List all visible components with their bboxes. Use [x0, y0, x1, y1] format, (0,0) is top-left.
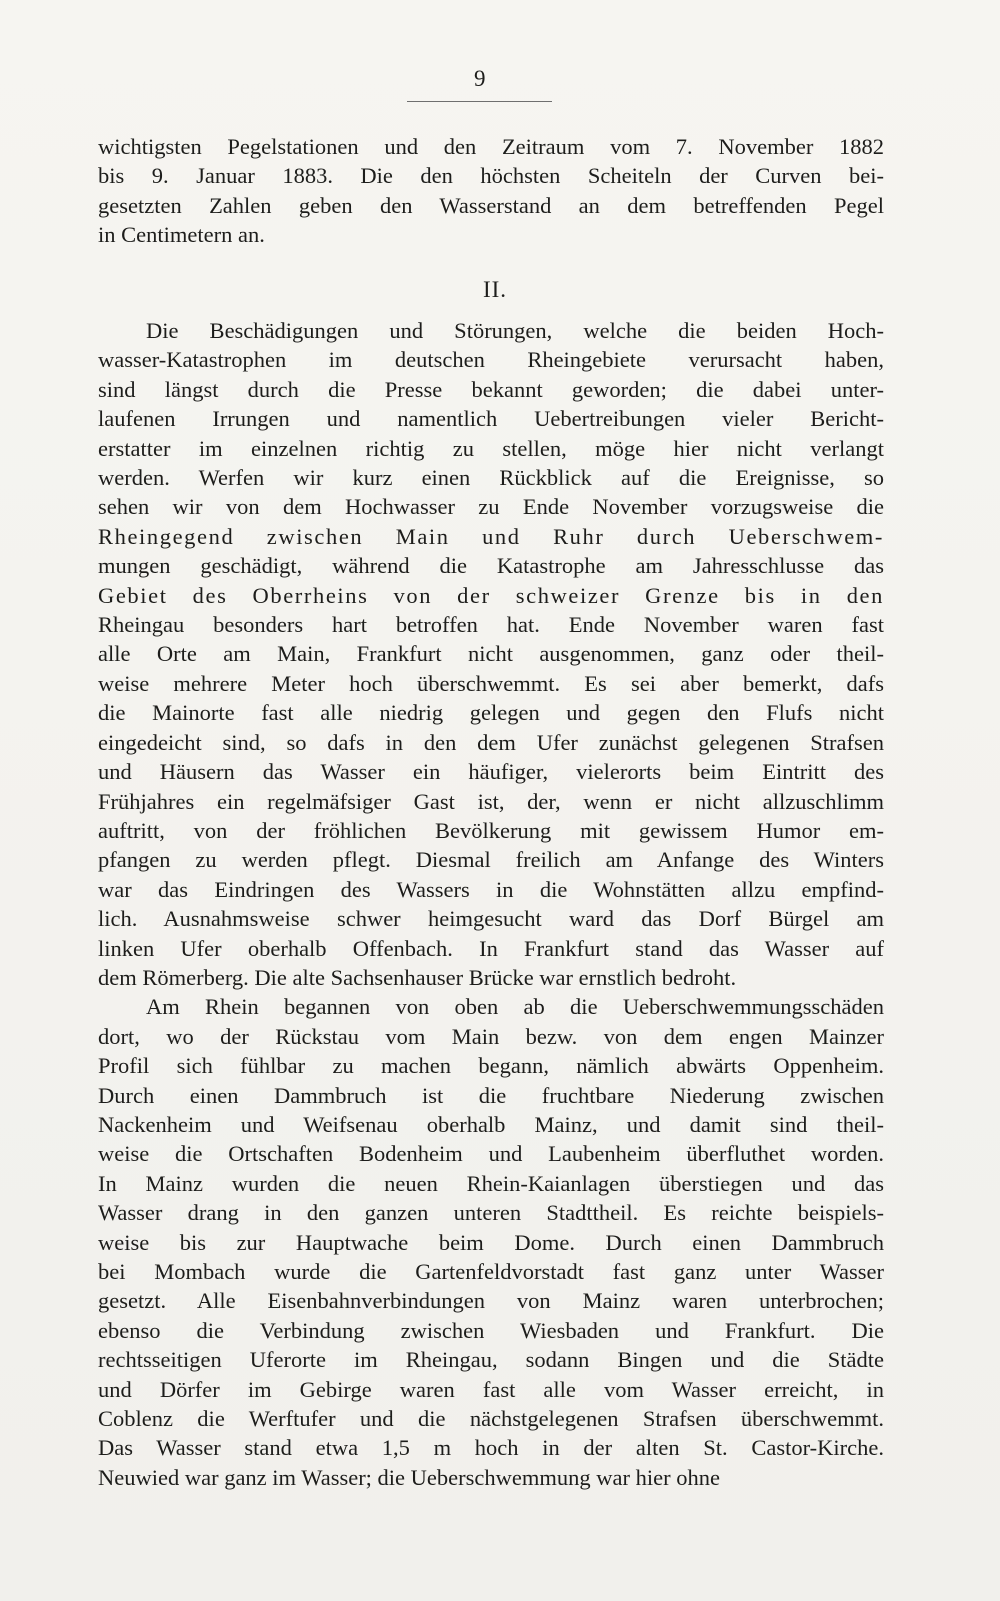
text-line: In Mainz wurden die neuen Rhein-Kaianlagen überstiegen und das — [98, 1170, 884, 1196]
text-line: dort, wo der Rückstau vom Main bezw. von dem engen Mainzer — [98, 1023, 884, 1049]
text-line: und Dörfer im Gebirge waren fast alle vom Wasser erreicht, in — [98, 1376, 884, 1402]
text-line: weise bis zur Hauptwache beim Dome. Durch einen Dammbruch — [98, 1229, 884, 1255]
text-line: sind längst durch die Presse bekannt geworden; die dabei unter- — [98, 376, 884, 402]
page-number: 9 — [474, 66, 486, 91]
text-line: sehen wir von dem Hochwasser zu Ende November vorzugsweise die — [98, 494, 884, 520]
text-line: weise mehrere Meter hoch überschwemmt. Es sei aber bemerkt, dafs — [98, 670, 884, 696]
section-heading: II. — [482, 277, 508, 302]
text-line: Wasser drang in den ganzen unteren Stadttheil. Es reichte beispiels- — [98, 1200, 884, 1226]
text-line: erstatter im einzelnen richtig zu stellen, möge hier nicht verlangt — [98, 435, 884, 461]
text-line: die Mainorte fast alle niedrig gelegen und gegen den Flufs nicht — [98, 700, 884, 726]
text-line: mungen geschädigt, während die Katastrophe am Jahresschlusse das — [98, 553, 884, 579]
text-line: gesetzt. Alle Eisenbahnverbindungen von Mainz waren unterbrochen; — [98, 1288, 884, 1314]
text-line: und Häusern das Wasser ein häufiger, vielerorts beim Eintritt des — [98, 759, 884, 785]
text-line: wichtigsten Pegelstationen und den Zeitraum vom 7. November 1882 — [98, 134, 884, 159]
text-line: bei Mombach wurde die Gartenfeldvorstadt fast ganz unter Wasser — [98, 1259, 884, 1284]
text-line: Die Beschädigungen und Störungen, welche die beiden Hoch- — [146, 318, 884, 343]
text-line: alle Orte am Main, Frankfurt nicht ausgenommen, ganz oder theil- — [98, 641, 884, 667]
text-line: Das Wasser stand etwa 1,5 m hoch in der alten St. Castor-Kirche. — [98, 1435, 884, 1461]
text-line: Profil sich fühlbar zu machen begann, nämlich abwärts Oppenheim. — [98, 1053, 884, 1079]
main-paragraph — [98, 316, 884, 1492]
text-line: ebenso die Verbindung zwischen Wiesbaden und Frankfurt. Die — [98, 1317, 884, 1343]
text-line: werden. Werfen wir kurz einen Rückblick auf die Ereignisse, so — [98, 465, 884, 491]
text-line: Rheingegend zwischen Main und Ruhr durch Ueberschwem- — [98, 523, 884, 549]
text-line: wasser-Katastrophen im deutschen Rheingebiete verursacht haben, — [98, 347, 884, 373]
continuation-paragraph — [98, 132, 884, 250]
text-line: Rheingau besonders hart betroffen hat. Ende November waren fast — [98, 612, 884, 638]
text-line: rechtsseitigen Uferorte im Rheingau, sodann Bingen und die Städte — [98, 1347, 884, 1373]
text-line: weise die Ortschaften Bodenheim und Laubenheim überfluthet worden. — [98, 1141, 884, 1167]
text-line: Coblenz die Werftufer und die nächstgelegenen Strafsen überschwemmt. — [98, 1406, 884, 1432]
text-line: Gebiet des Oberrheins von der schweizer Grenze bis in den — [98, 582, 884, 608]
text-line: auftritt, von der fröhlichen Bevölkerung mit gewissem Humor em- — [98, 817, 884, 843]
text-line: bis 9. Januar 1883. Die den höchsten Scheiteln der Curven bei- — [98, 163, 884, 189]
text-line: Frühjahres ein regelmäfsiger Gast ist, der, wenn er nicht allzuschlimm — [98, 788, 884, 814]
text-line: dem Römerberg. Die alte Sachsenhauser Brücke war ernstlich bedroht. — [98, 964, 737, 990]
text-line: Am Rhein begannen von oben ab die Ueberschwemmungsschäden — [146, 994, 884, 1020]
text-line: in Centimetern an. — [98, 222, 265, 248]
text-line: eingedeicht sind, so dafs in den dem Ufer zunächst gelegenen Strafsen — [98, 729, 884, 755]
text-line: Durch einen Dammbruch ist die fruchtbare Niederung zwischen — [98, 1082, 884, 1108]
text-line: linken Ufer oberhalb Offenbach. In Frankfurt stand das Wasser auf — [98, 935, 884, 961]
text-line: lich. Ausnahmsweise schwer heimgesucht ward das Dorf Bürgel am — [98, 906, 884, 932]
text-line: pfangen zu werden pflegt. Diesmal freilich am Anfange des Winters — [98, 847, 884, 873]
text-line: Nackenheim und Weifsenau oberhalb Mainz, und damit sind theil- — [98, 1111, 884, 1137]
header-rule — [407, 101, 552, 102]
text-line: gesetzten Zahlen geben den Wasserstand an dem betreffenden Pegel — [98, 192, 884, 218]
text-line: Neuwied war ganz im Wasser; die Ueberschwemmung war hier ohne — [98, 1464, 720, 1490]
text-line: laufenen Irrungen und namentlich Uebertreibungen vieler Bericht- — [98, 406, 884, 432]
text-line: war das Eindringen des Wassers in die Wohnstätten allzu empfind- — [98, 876, 884, 902]
